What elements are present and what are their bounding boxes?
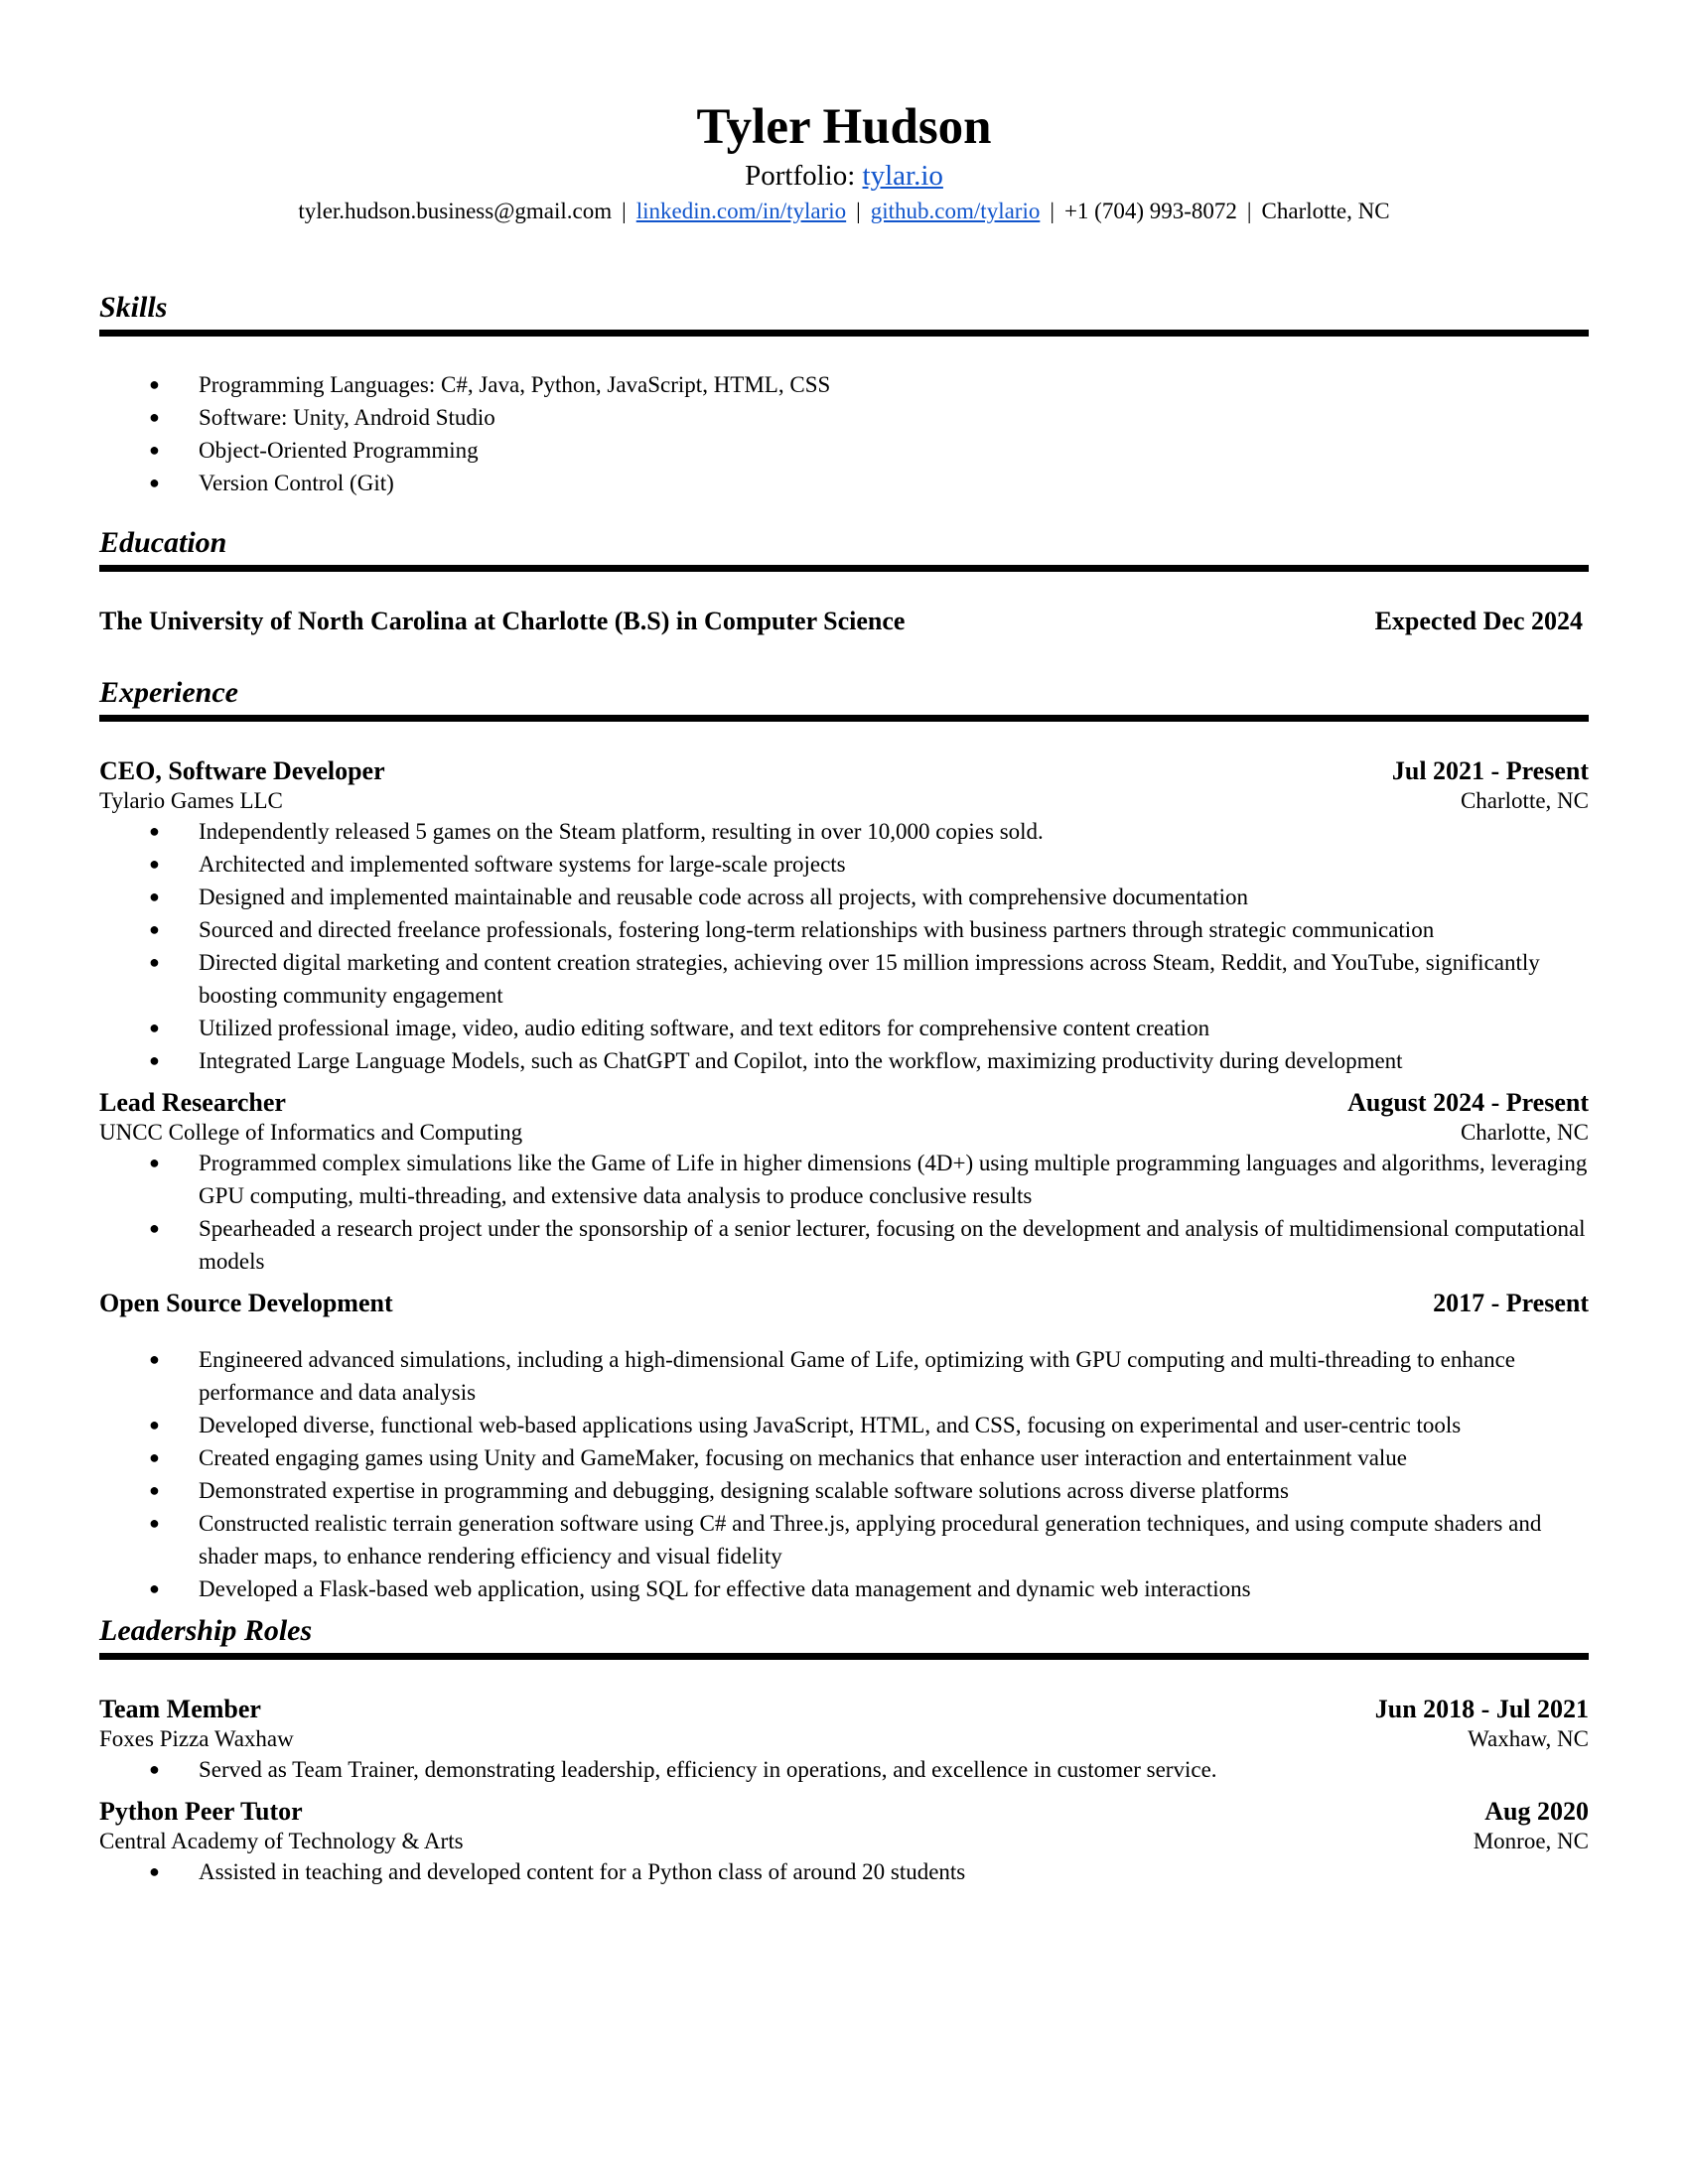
list-item: ● Spearheaded a research project under the sponsorship of a senior lecturer, focusing on the development and analysis of multidimensional computational models	[99, 1212, 1589, 1278]
list-item: ● Served as Team Trainer, demonstrating leadership, efficiency in operations, and excellence in customer service.	[99, 1753, 1589, 1786]
phone-text: +1 (704) 993-8072	[1063, 199, 1237, 223]
list-item: ● Designed and implemented maintainable and reusable code across all projects, with comprehensive documentation	[99, 881, 1589, 913]
job-date: August 2024 - Present	[1347, 1088, 1589, 1117]
list-item: ● Demonstrated expertise in programming and debugging, designing scalable software solutions across diverse platforms	[99, 1474, 1589, 1507]
job-org: UNCC College of Informatics and Computing	[99, 1120, 523, 1145]
job-entry	[99, 1087, 1589, 1278]
job-org: Foxes Pizza Waxhaw	[99, 1726, 294, 1751]
list-item: ● Version Control (Git)	[99, 467, 1589, 499]
job-role: Python Peer Tutor	[99, 1797, 303, 1826]
list-item: ● Constructed realistic terrain generation software using C# and Three.js, applying procedural generation techniques, and using compute shaders and shader maps, to enhance rendering efficiency and visual fidelity	[99, 1507, 1589, 1572]
list-item: ● Developed a Flask-based web application, using SQL for effective data management and dynamic web interactions	[99, 1572, 1589, 1605]
portfolio-label: Portfolio:	[745, 160, 856, 192]
skills-list	[99, 368, 1589, 499]
job-date: Jun 2018 - Jul 2021	[1374, 1695, 1589, 1723]
job-bullets	[99, 1147, 1589, 1278]
email-text: tyler.hudson.business@gmail.com	[298, 199, 613, 223]
section-rule	[99, 565, 1589, 572]
education-section	[99, 525, 1589, 637]
separator: |	[622, 199, 627, 223]
list-item: ● Integrated Large Language Models, such as ChatGPT and Copilot, into the workflow, maximizing productivity during development	[99, 1044, 1589, 1077]
github-link[interactable]: github.com/tylario	[870, 199, 1041, 223]
separator: |	[1246, 199, 1252, 223]
job-location: Charlotte, NC	[1460, 788, 1589, 813]
job-role: Team Member	[99, 1695, 261, 1723]
job-date: Aug 2020	[1484, 1797, 1589, 1826]
job-org: Tylario Games LLC	[99, 788, 283, 813]
job-subheading	[99, 787, 1589, 815]
job-subheading	[99, 1725, 1589, 1753]
list-item: ● Object-Oriented Programming	[99, 434, 1589, 467]
school-name: The University of North Carolina at Charlotte (B.S) in Computer Science	[99, 607, 906, 635]
job-heading	[99, 1087, 1589, 1119]
list-item: ● Programmed complex simulations like the Game of Life in higher dimensions (4D+) using multiple programming languages and algorithms, leveraging GPU computing, multi-threading, and extensive data analysis to produce conclusive results	[99, 1147, 1589, 1212]
job-role: CEO, Software Developer	[99, 756, 385, 785]
linkedin-link[interactable]: linkedin.com/in/tylario	[635, 199, 847, 223]
portfolio-line	[99, 159, 1589, 193]
job-location: Charlotte, NC	[1460, 1120, 1589, 1145]
job-heading	[99, 1796, 1589, 1828]
separator: |	[856, 199, 861, 223]
job-heading	[99, 1694, 1589, 1725]
job-heading	[99, 1288, 1589, 1319]
list-item: ● Sourced and directed freelance professionals, fostering long-term relationships with business partners through strategic communication	[99, 913, 1589, 946]
candidate-name: Tyler Hudson	[696, 99, 992, 155]
list-item: ● Software: Unity, Android Studio	[99, 401, 1589, 434]
job-entry	[99, 1796, 1589, 1888]
separator: |	[1050, 199, 1055, 223]
job-subheading	[99, 1828, 1589, 1855]
portfolio-link[interactable]: tylar.io	[862, 160, 943, 192]
education-date: Expected Dec 2024	[1374, 607, 1583, 635]
education-row	[99, 606, 1589, 637]
section-rule	[99, 715, 1589, 722]
list-item: ● Independently released 5 games on the Steam platform, resulting in over 10,000 copies sold.	[99, 815, 1589, 848]
job-date: 2017 - Present	[1433, 1289, 1589, 1317]
list-item: ● Utilized professional image, video, audio editing software, and text editors for comprehensive content creation	[99, 1012, 1589, 1044]
job-org: Central Academy of Technology & Arts	[99, 1829, 464, 1853]
job-role: Lead Researcher	[99, 1088, 286, 1117]
job-location: Waxhaw, NC	[1468, 1726, 1589, 1751]
leadership-section	[99, 1613, 1589, 1888]
experience-section	[99, 675, 1589, 1605]
list-item: ● Engineered advanced simulations, including a high-dimensional Game of Life, optimizing with GPU computing and multi-threading to enhance performance and data analysis	[99, 1343, 1589, 1409]
job-entry	[99, 1694, 1589, 1786]
resume-header	[99, 0, 1589, 226]
list-item: ● Programming Languages: C#, Java, Python, JavaScript, HTML, CSS	[99, 368, 1589, 401]
section-rule	[99, 330, 1589, 337]
section-title-experience: Experience	[99, 676, 238, 709]
location-text: Charlotte, NC	[1261, 199, 1390, 223]
section-title-education: Education	[99, 526, 227, 559]
list-item: ● Created engaging games using Unity and GameMaker, focusing on mechanics that enhance user interaction and entertainment value	[99, 1441, 1589, 1474]
job-entry	[99, 1288, 1589, 1605]
job-subheading	[99, 1119, 1589, 1147]
list-item: ● Architected and implemented software systems for large-scale projects	[99, 848, 1589, 881]
job-entry	[99, 755, 1589, 1077]
job-role: Open Source Development	[99, 1289, 393, 1317]
section-title-leadership: Leadership Roles	[99, 1614, 313, 1647]
job-heading	[99, 755, 1589, 787]
list-item: ● Assisted in teaching and developed content for a Python class of around 20 students	[99, 1855, 1589, 1888]
contact-line	[99, 197, 1589, 226]
skills-section	[99, 290, 1589, 499]
job-date: Jul 2021 - Present	[1391, 756, 1589, 785]
job-location: Monroe, NC	[1473, 1829, 1589, 1853]
section-title-skills: Skills	[99, 291, 168, 324]
list-item: ● Developed diverse, functional web-based applications using JavaScript, HTML, and CSS, focusing on experimental and user-centric tools	[99, 1409, 1589, 1441]
job-bullets	[99, 1855, 1589, 1888]
section-rule	[99, 1653, 1589, 1660]
job-bullets	[99, 1343, 1589, 1605]
list-item: ● Directed digital marketing and content creation strategies, achieving over 15 million impressions across Steam, Reddit, and YouTube, significantly boosting community engagement	[99, 946, 1589, 1012]
job-bullets	[99, 1753, 1589, 1786]
job-bullets	[99, 815, 1589, 1077]
